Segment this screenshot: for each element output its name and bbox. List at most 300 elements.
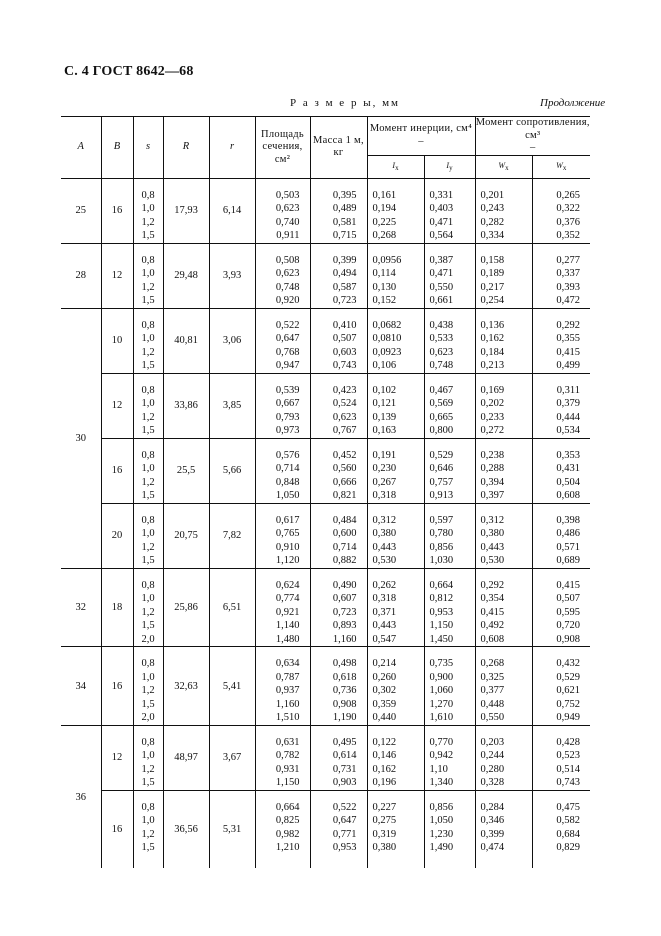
s-value: 1,5 [141,620,155,632]
Wy-value: 0,432 [556,658,580,670]
cell-A: 34 [61,647,101,726]
Wx-value: 0,399 [480,828,505,840]
Iy-value: 0,471 [429,268,454,280]
Ix-value: 0,227 [372,801,397,813]
header-Iy [424,155,475,178]
area-value: 0,664 [275,801,300,813]
Ix-value: 0,230 [372,463,397,475]
area-value: 0,947 [275,360,300,372]
Iy-value: 0,770 [429,736,454,748]
Iy-value: 0,913 [429,490,454,502]
Iy-value: 0,664 [429,579,454,591]
cell-area [255,373,310,438]
cell-s [133,438,163,503]
Wx-value: 0,448 [480,698,505,710]
Iy-value: 0,331 [429,189,454,201]
Ix-value: 0,318 [372,490,397,502]
cell-Wx [475,178,532,243]
Ix-value: 0,163 [372,425,397,437]
mass-value: 0,771 [332,828,357,840]
mass-value: 0,666 [332,476,357,488]
s-value: 1,0 [141,398,155,410]
page-header: С. 4 ГОСТ 8642—68 [64,64,194,79]
area-value: 0,631 [275,736,300,748]
Ix-value: 0,262 [372,579,397,591]
Wy-value: 0,829 [556,842,580,854]
header-inertia [367,117,475,156]
Wy-value: 0,311 [556,384,580,396]
Wy-value: 0,499 [556,360,580,372]
mass-value: 0,490 [332,579,357,591]
Wy-value: 0,277 [556,254,580,266]
cell-Ix [367,178,424,243]
s-value: 1,0 [141,750,155,762]
cell-B: 20 [101,503,133,568]
mass-value: 0,423 [332,384,357,396]
cell-mass [310,178,367,243]
Ix-value: 0,275 [372,815,397,827]
area-value: 0,667 [275,398,300,410]
mass-value: 0,395 [332,189,357,201]
Ix-value: 0,214 [372,658,397,670]
s-value: 1,5 [141,490,155,502]
s-value: 1,2 [141,216,155,228]
Wy-value: 0,743 [556,777,580,789]
cell-Iy [424,725,475,790]
Ix-value: 0,319 [372,828,397,840]
s-value: 1,0 [141,333,155,345]
s-value: 2,0 [141,633,155,645]
Iy-value: 0,623 [429,346,454,358]
mass-value: 0,736 [332,685,357,697]
Wy-value: 0,322 [556,203,580,215]
Ix-value: 0,0923 [372,346,402,358]
Wy-value: 0,376 [556,216,580,228]
Wx-value: 0,346 [480,815,505,827]
Wy-value: 0,393 [556,281,580,293]
mass-value: 0,524 [332,398,357,410]
header-Iy-symbol: I [446,161,450,171]
area-value: 0,782 [275,750,300,762]
Wx-value: 0,268 [480,658,505,670]
cell-Wx [475,725,532,790]
mass-value: 0,399 [332,254,357,266]
Iy-value: 0,564 [429,230,454,242]
cell-mass [310,790,367,868]
s-value: 1,2 [141,541,155,553]
area-value: 0,937 [275,685,300,697]
mass-value: 0,600 [332,528,357,540]
header-resistance-label: Момент сопротивления, см³ [475,117,590,141]
Wy-value: 0,908 [556,633,580,645]
cell-mass [310,647,367,726]
area-value: 0,911 [276,230,300,242]
s-value: 1,2 [141,606,155,618]
cell-B: 10 [101,308,133,373]
cell-A: 36 [75,791,86,803]
cell-Iy [424,373,475,438]
area-value: 0,714 [275,463,300,475]
Wx-value: 0,550 [480,712,505,724]
area-value: 1,510 [275,712,300,724]
header-mass: Масса 1 м, кг [310,117,367,179]
Wy-value: 0,398 [556,514,580,526]
s-value: 1,5 [141,360,155,372]
Wx-value: 0,492 [480,620,505,632]
mass-value: 0,953 [332,842,357,854]
Iy-value: 0,661 [429,295,454,307]
Wy-value: 0,684 [556,828,580,840]
table-row [61,373,590,438]
Iy-value: 0,800 [429,425,454,437]
Ix-value: 0,114 [372,268,396,280]
cell-area [255,503,310,568]
s-value: 1,2 [141,411,155,423]
area-value: 1,480 [275,633,300,645]
Wx-value: 0,184 [480,346,505,358]
mass-value: 0,623 [332,411,357,423]
mass-value: 0,489 [332,203,357,215]
mass-value: 0,743 [332,360,357,372]
cell-s [133,243,163,308]
Iy-value: 0,467 [429,384,454,396]
cell-s [133,308,163,373]
Ix-value: 0,102 [372,384,397,396]
area-value: 1,120 [275,555,300,567]
mass-value: 0,614 [332,750,357,762]
Iy-value: 0,856 [429,541,454,553]
header-R: R [163,117,209,179]
Wx-value: 0,169 [480,384,505,396]
header-area: Площадь сечения, см² [255,117,310,179]
Ix-value: 0,371 [372,606,397,618]
s-value: 2,0 [141,712,155,724]
Wx-value: 0,233 [480,411,505,423]
area-value: 0,576 [275,449,300,461]
mass-value: 0,723 [332,295,357,307]
Wx-value: 0,158 [480,254,505,266]
header-Ix [367,155,424,178]
Iy-value: 0,735 [429,658,454,670]
area-value: 0,920 [275,295,300,307]
s-value: 0,8 [141,801,155,813]
Ix-value: 0,268 [372,230,397,242]
Iy-value: 0,953 [429,606,454,618]
area-value: 0,539 [275,384,300,396]
area-value: 0,973 [275,425,300,437]
Iy-value: 0,646 [429,463,454,475]
cell-R: 25,86 [163,568,209,647]
mass-value: 1,160 [332,633,357,645]
header-Wx-symbol: W [498,161,506,171]
Wx-value: 0,243 [480,203,505,215]
Wy-value: 0,504 [556,476,580,488]
Wy-value: 0,431 [556,463,580,475]
Wy-value: 0,534 [556,425,580,437]
cell-Wy [532,438,590,503]
Wx-value: 0,254 [480,295,505,307]
cell-R: 48,97 [163,725,209,790]
area-value: 0,921 [275,606,300,618]
cell-area [255,725,310,790]
area-value: 0,503 [275,189,300,201]
cell-B: 18 [101,568,133,647]
cell-R: 17,93 [163,178,209,243]
mass-value: 0,618 [332,671,357,683]
mass-value: 0,498 [332,658,357,670]
area-value: 0,910 [275,541,300,553]
mass-value: 0,723 [332,606,357,618]
Iy-value: 0,438 [429,319,454,331]
cell-Ix [367,503,424,568]
Wy-value: 0,689 [556,555,580,567]
s-value: 0,8 [141,319,155,331]
Wy-value: 0,379 [556,398,580,410]
cell-s [133,373,163,438]
cell-mass [310,725,367,790]
cell-Wx [475,503,532,568]
cell-area [255,790,310,868]
cell-Iy [424,308,475,373]
Ix-value: 0,225 [372,216,397,228]
Ix-value: 0,0810 [372,333,402,345]
continued-label: Продолжение [540,97,606,109]
s-value: 1,5 [141,777,155,789]
cell-Wy [532,568,590,647]
header-r: r [209,117,255,179]
mass-value: 0,581 [332,216,357,228]
cell-mass [310,438,367,503]
cell-Ix [367,373,424,438]
Iy-value: 0,550 [429,281,454,293]
cell-area [255,178,310,243]
Iy-value: 1,030 [429,555,454,567]
Iy-value: 1,150 [429,620,454,632]
Ix-value: 0,359 [372,698,397,710]
area-value: 0,982 [275,828,300,840]
Wy-value: 0,265 [556,189,580,201]
header-Wy-subscript: x [562,164,567,173]
cell-Wx [475,568,532,647]
Wy-value: 0,428 [556,736,580,748]
Iy-value: 0,569 [429,398,454,410]
Wx-value: 0,474 [480,842,505,854]
Ix-value: 0,547 [372,633,397,645]
Ix-value: 0,152 [372,295,397,307]
Iy-value: 0,403 [429,203,454,215]
Wx-value: 0,288 [480,463,505,475]
s-value: 0,8 [141,384,155,396]
cell-Ix [367,568,424,647]
mass-value: 0,767 [332,425,357,437]
Wx-value: 0,328 [480,777,505,789]
mass-value: 0,603 [332,346,357,358]
cell-Wy [532,373,590,438]
cell-A: 32 [61,568,101,647]
header-s: s [133,117,163,179]
mass-value: 0,903 [332,777,357,789]
cell-B: 16 [101,438,133,503]
cell-mass [310,308,367,373]
Wy-value: 0,621 [556,685,580,697]
cell-Iy [424,647,475,726]
Wy-value: 0,415 [556,346,580,358]
area-value: 0,768 [275,346,300,358]
Wx-value: 0,443 [480,541,505,553]
Wy-value: 0,352 [556,230,580,242]
cell-r: 3,93 [209,243,255,308]
mass-value: 0,560 [332,463,357,475]
cell-area [255,647,310,726]
s-value: 1,0 [141,815,155,827]
Ix-value: 0,130 [372,281,397,293]
mass-value: 0,522 [332,801,357,813]
Wy-value: 0,353 [556,449,580,461]
Wx-value: 0,282 [480,216,505,228]
cell-Iy [424,243,475,308]
cell-mass [310,503,367,568]
cell-Ix [367,790,424,868]
mass-value: 0,908 [332,698,357,710]
Wx-value: 0,213 [480,360,505,372]
Wy-value: 0,337 [556,268,580,280]
Wy-value: 0,355 [556,333,580,345]
cell-r: 5,66 [209,438,255,503]
Iy-value: 0,942 [429,750,454,762]
mass-value: 0,607 [332,593,357,605]
cell-Wx [475,790,532,868]
cell-B: 16 [101,647,133,726]
header-inertia-label: Момент инерции, см⁴ [369,123,473,135]
cell-Wx [475,647,532,726]
cell-Wy [532,243,590,308]
cell-A: 28 [61,243,101,308]
Ix-value: 0,312 [372,514,397,526]
s-value: 0,8 [141,449,155,461]
header-Ix-subscript: x [395,164,399,173]
s-value: 0,8 [141,514,155,526]
cell-r: 6,51 [209,568,255,647]
Wy-value: 0,752 [556,698,580,710]
Iy-value: 0,665 [429,411,454,423]
Wy-value: 0,444 [556,411,580,423]
cell-mass [310,373,367,438]
Iy-value: 0,900 [429,671,454,683]
Wy-value: 0,582 [556,815,580,827]
Ix-value: 0,530 [372,555,397,567]
Wx-value: 0,377 [480,685,505,697]
cell-R: 33,86 [163,373,209,438]
dimensions-table [61,116,590,868]
cell-Ix [367,243,424,308]
s-value: 0,8 [141,189,155,201]
Wx-value: 0,136 [480,319,505,331]
Ix-value: 0,0956 [372,254,402,266]
area-value: 0,748 [275,281,300,293]
Iy-value: 1,060 [429,685,454,697]
cell-Iy [424,503,475,568]
Wy-value: 0,475 [556,801,580,813]
header-Wx [475,155,532,178]
Wy-value: 0,486 [556,528,580,540]
area-value: 0,634 [275,658,300,670]
Iy-value: 1,050 [429,815,454,827]
header-Wy [532,155,590,178]
s-value: 1,2 [141,476,155,488]
area-value: 1,210 [275,842,300,854]
Iy-value: 0,387 [429,254,454,266]
Ix-value: 0,380 [372,842,397,854]
Iy-value: 0,533 [429,333,454,345]
s-value: 1,0 [141,671,155,683]
Wy-value: 0,595 [556,606,580,618]
Wx-value: 0,284 [480,801,505,813]
Wx-value: 0,312 [480,514,505,526]
Ix-value: 0,260 [372,671,397,683]
area-value: 1,140 [275,620,300,632]
cell-s [133,503,163,568]
Ix-value: 0,161 [372,189,397,201]
cell-Ix [367,308,424,373]
Wx-value: 0,238 [480,449,505,461]
Wy-value: 0,571 [556,541,580,553]
cell-r: 3,67 [209,725,255,790]
cell-Iy [424,568,475,647]
s-value: 1,0 [141,528,155,540]
Ix-value: 0,106 [372,360,397,372]
cell-R: 25,5 [163,438,209,503]
mass-value: 0,507 [332,333,357,345]
s-value: 1,5 [141,842,155,854]
cell-area [255,308,310,373]
table-caption: Р а з м е р ы, мм [290,97,401,109]
cell-B: 12 [101,725,133,790]
s-value: 1,5 [141,230,155,242]
Wy-value: 0,608 [556,490,580,502]
Wx-value: 0,397 [480,490,505,502]
s-value: 1,5 [141,555,155,567]
cell-Wy [532,178,590,243]
Iy-value: 1,610 [429,712,454,724]
Wy-value: 0,507 [556,593,580,605]
cell-s [133,725,163,790]
mass-value: 0,410 [332,319,357,331]
cell-Ix [367,438,424,503]
mass-value: 0,731 [332,763,357,775]
Iy-value: 0,597 [429,514,454,526]
header-B: B [101,117,133,179]
s-value: 0,8 [141,254,155,266]
cell-s [133,178,163,243]
cell-r: 5,31 [209,790,255,868]
Wx-value: 0,334 [480,230,505,242]
table-row [61,438,590,503]
table-row [61,725,590,790]
table-row [61,790,590,868]
Ix-value: 0,194 [372,203,397,215]
Ix-value: 0,162 [372,763,397,775]
s-value: 1,0 [141,203,155,215]
table-body [61,178,590,868]
Ix-value: 0,191 [372,449,397,461]
Ix-value: 0,139 [372,411,397,423]
s-value: 1,2 [141,346,155,358]
header-Wx-subscript: x [505,164,509,173]
cell-Wy [532,790,590,868]
Wx-value: 0,162 [480,333,505,345]
Wx-value: 0,380 [480,528,505,540]
s-value: 1,5 [141,425,155,437]
